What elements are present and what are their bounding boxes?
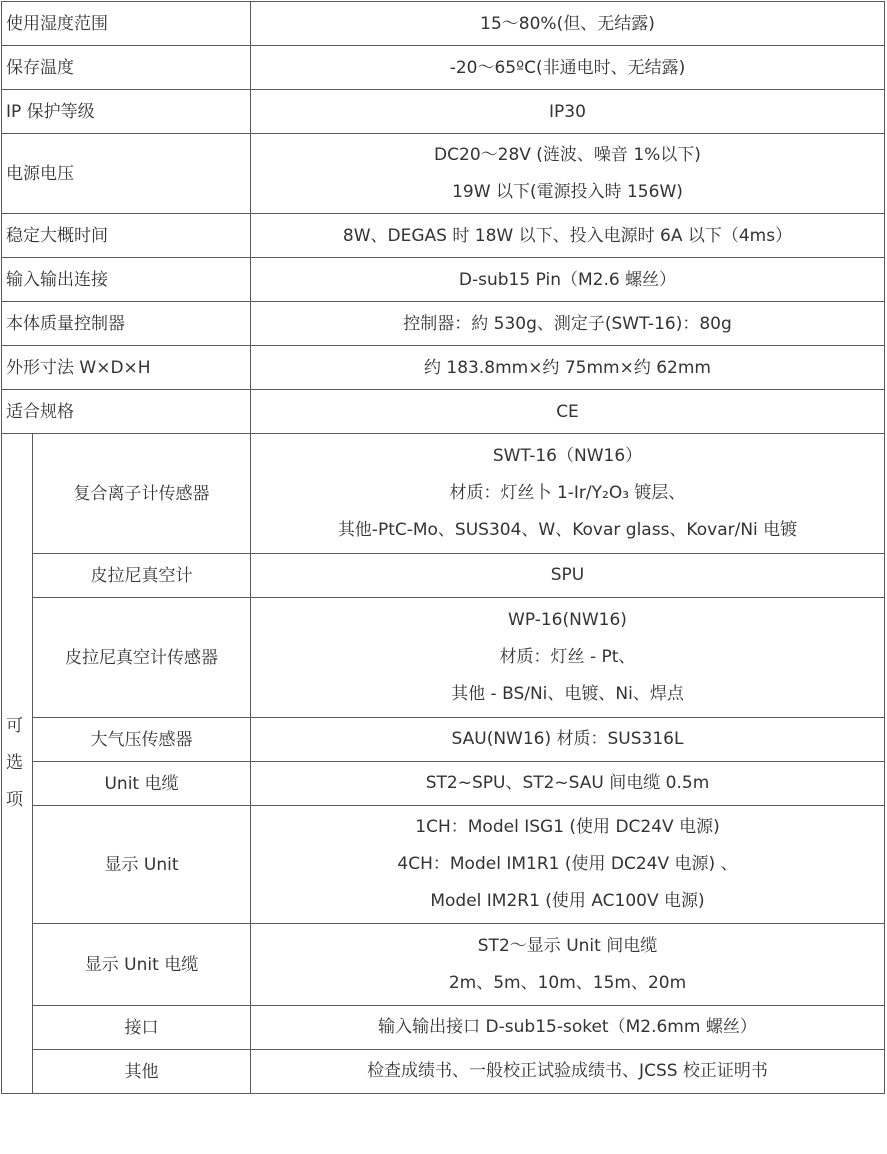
option-label: 皮拉尼真空计: [33, 554, 251, 598]
table-row: [2, 134, 885, 214]
table-row: [2, 214, 885, 258]
row-value-line: DC20〜28V (涟波、噪音 1%以下): [434, 144, 701, 165]
option-value-line: 检查成绩书、一般校正试验成绩书、JCSS 校正证明书: [367, 1061, 768, 1081]
option-value: [251, 762, 885, 806]
option-row: [2, 806, 885, 924]
options-group-char: 项: [6, 790, 23, 810]
option-value-line: 4CH：Model IM1R1 (使用 DC24V 电源) 、: [397, 854, 738, 874]
row-label: 输入输出连接: [2, 258, 251, 302]
option-row: [2, 718, 885, 762]
row-value: -20〜65ºC(非通电时、无结露): [251, 46, 885, 90]
option-value-line: 其他 - BS/Ni、电镀、Ni、焊点: [451, 684, 684, 704]
table-row: [2, 390, 885, 434]
option-value: [251, 718, 885, 762]
row-value: 8W、DEGAS 时 18W 以下、投入电源时 6A 以下（4ms）: [251, 214, 885, 258]
row-value: D-sub15 Pin（M2.6 螺丝）: [251, 258, 885, 302]
option-value-line: 2m、5m、10m、15m、20m: [448, 972, 687, 993]
option-row: [2, 554, 885, 598]
row-value: CE: [251, 390, 885, 434]
option-value: [251, 598, 885, 718]
option-label: 其他: [33, 1050, 251, 1094]
option-value: [251, 1050, 885, 1094]
table-row: [2, 346, 885, 390]
row-label: 使用湿度范围: [2, 2, 251, 46]
row-label: 适合规格: [2, 390, 251, 434]
option-label: 显示 Unit: [33, 806, 251, 924]
row-value: IP30: [251, 90, 885, 134]
option-label: Unit 电缆: [33, 762, 251, 806]
option-row: [2, 924, 885, 1006]
row-label: 保存温度: [2, 46, 251, 90]
option-value-line: SWT-16（NW16）: [492, 446, 643, 466]
option-value: [251, 924, 885, 1006]
option-label: 皮拉尼真空计传感器: [33, 598, 251, 718]
option-value-line: Model IM2R1 (使用 AC100V 电源): [430, 891, 705, 911]
row-label: 本体质量控制器: [2, 302, 251, 346]
option-label: 显示 Unit 电缆: [33, 924, 251, 1006]
options-group-char: 可: [6, 716, 23, 736]
option-value-line: WP-16(NW16): [508, 610, 627, 630]
option-row: [2, 434, 885, 554]
row-label: 电源电压: [2, 134, 251, 214]
option-value-line: 输入输出接口 D-sub15-soket（M2.6mm 螺丝）: [378, 1017, 757, 1037]
table-row: [2, 258, 885, 302]
option-row: [2, 762, 885, 806]
option-label: 大气压传感器: [33, 718, 251, 762]
row-label: IP 保护等级: [2, 90, 251, 134]
option-value: [251, 806, 885, 924]
spec-table: [1, 1, 885, 1094]
table-row: [2, 90, 885, 134]
option-row: [2, 1006, 885, 1050]
row-label: 外形寸法 W×D×H: [2, 346, 251, 390]
table-row: [2, 302, 885, 346]
option-value: [251, 1006, 885, 1050]
option-label: 接口: [33, 1006, 251, 1050]
option-value-line: 材质：灯丝 - Pt、: [499, 647, 636, 667]
option-value-line: 1CH：Model ISG1 (使用 DC24V 电源): [415, 817, 720, 837]
table-row: [2, 2, 885, 46]
spec-table-body: [2, 2, 885, 1094]
option-row: [2, 598, 885, 718]
option-value-line: SAU(NW16) 材质：SUS316L: [451, 729, 684, 749]
option-value-line: ST2~SPU、ST2~SAU 间电缆 0.5m: [425, 773, 710, 793]
row-value: [251, 134, 885, 214]
option-value: [251, 554, 885, 598]
option-value-line: 其他-PtC-Mo、SUS304、W、Kovar glass、Kovar/Ni 电镀: [337, 520, 798, 540]
option-value-line: 材质：灯丝卜 1-Ir/Y₂O₃ 镀层、: [449, 483, 686, 503]
options-group-char: 选: [6, 753, 23, 773]
row-value: 15〜80%(但、无结露): [251, 2, 885, 46]
row-value: 约 183.8mm×约 75mm×约 62mm: [251, 346, 885, 390]
row-value-line: 19W 以下(電源投入時 156W): [452, 181, 683, 202]
option-row: [2, 1050, 885, 1094]
option-value: [251, 434, 885, 554]
option-value-line: ST2〜显示 Unit 间电缆: [477, 935, 658, 956]
row-label: 稳定大概时间: [2, 214, 251, 258]
option-label: 复合离子计传感器: [33, 434, 251, 554]
row-value: 控制器：約 530g、測定子(SWT-16)：80g: [251, 302, 885, 346]
options-group-label: [2, 434, 33, 1094]
table-row: [2, 46, 885, 90]
option-value-line: SPU: [550, 565, 585, 585]
